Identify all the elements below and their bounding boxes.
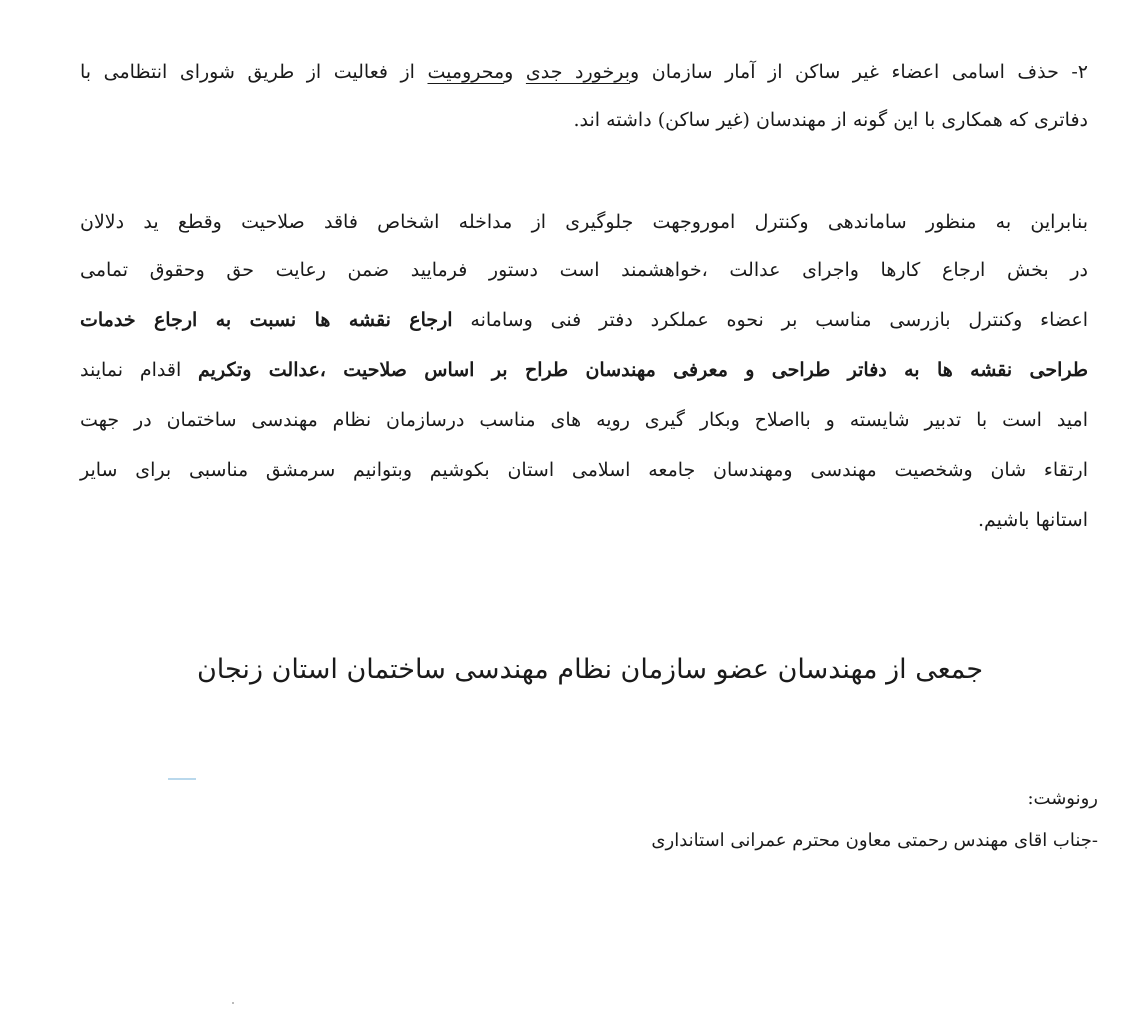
- scan-dot: [232, 1002, 234, 1004]
- item2-text-end: از فعالیت از طریق شورای انتظامی با: [80, 61, 428, 83]
- item2-line-2: دفاتری که همکاری با این گونه از مهندسان (غیر ساکن) داشته اند.: [573, 109, 1088, 131]
- body-line-4-bold: طراحی نقشه ها به دفاتر طراحی و معرفی مهندسان طراح بر اساس صلاحیت ،عدالت وتکریم: [198, 359, 1089, 381]
- body-line-5: امید است با تدبیر شایسته و بااصلاح وبکار گیری رویه های مناسب درسازمان نظام مهندسی ساختمان در جهت: [80, 409, 1088, 431]
- body-line-7: استانها باشیم.: [977, 509, 1088, 531]
- scan-mark: [168, 778, 196, 780]
- body-line-2: در بخش ارجاع کارها واجرای عدالت ،خواهشمند است دستور فرمایید ضمن رعایت حق وحقوق تمامی: [80, 259, 1088, 281]
- underlined-phrase-1: برخورد جدی: [525, 61, 631, 83]
- cc-item-1: -جناب اقای مهندس رحمتی معاون محترم عمرانی استانداری: [651, 830, 1098, 851]
- body-line-3-text: اعضاء وکنترل بازرسی مناسب بر نحوه عملکرد دفتر فنی وسامانه: [452, 309, 1089, 331]
- body-line-3: [80, 306, 1088, 334]
- underlined-phrase-2: محرومیت: [427, 61, 505, 83]
- item2-text-mid: و: [504, 61, 526, 83]
- cc-label: رونوشت:: [1027, 788, 1098, 809]
- body-line-3-bold: ارجاع نقشه ها نسبت به ارجاع خدمات: [80, 309, 453, 331]
- item2-line-1: [80, 58, 1088, 86]
- body-line-1: بنابراین به منظور ساماندهی وکنترل اموروجهت جلوگیری از مداخله اشخاص فاقد صلاحیت وقطع ید دلالان: [80, 211, 1088, 233]
- signature-line: جمعی از مهندسان عضو سازمان نظام مهندسی ساختمان استان زنجان: [196, 654, 984, 685]
- body-line-4: [80, 356, 1088, 384]
- body-line-4-text: اقدام نمایند: [80, 359, 199, 381]
- item2-text-start: ۲- حذف اسامی اعضاء غیر ساکن از آمار سازمان و: [630, 61, 1089, 83]
- body-line-6: ارتقاء شان وشخصیت مهندسی ومهندسان جامعه اسلامی استان بکوشیم وبتوانیم سرمشق مناسبی برای سایر: [80, 459, 1088, 481]
